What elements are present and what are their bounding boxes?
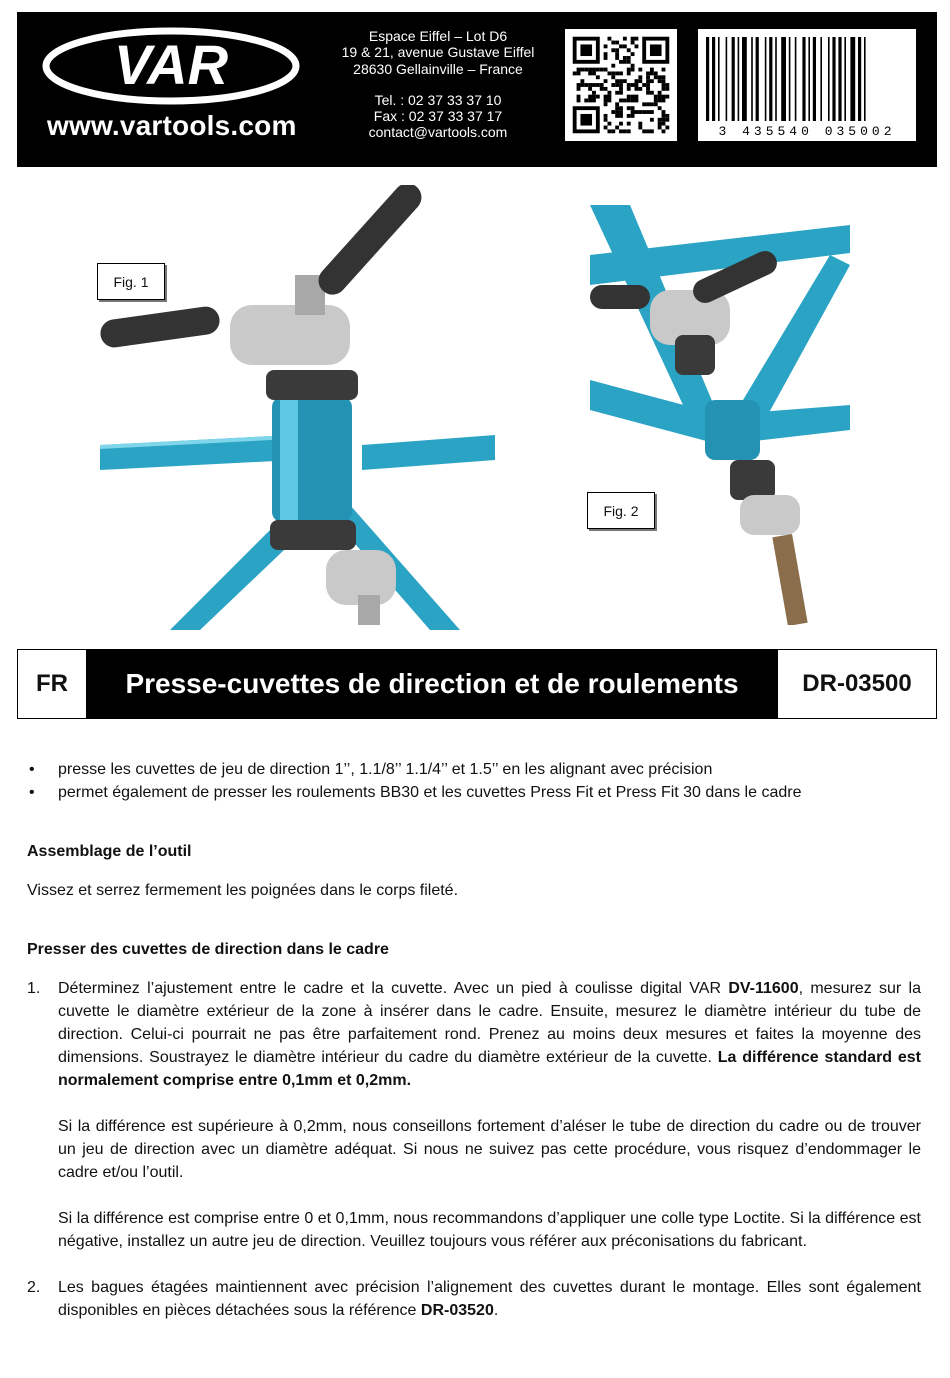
- title-bar: [17, 649, 937, 719]
- caliper-ref: DV-11600: [728, 980, 799, 997]
- website[interactable]: www.vartools.com: [47, 110, 297, 141]
- fax: Fax : 02 37 33 37 17: [373, 108, 503, 125]
- fig1-label: Fig. 1: [97, 263, 165, 300]
- press-heading: Presser des cuvettes de direction dans le cadre: [27, 941, 389, 958]
- assembly-heading: Assemblage de l’outil: [27, 843, 192, 860]
- document-body: [27, 758, 921, 1322]
- feature-item-1: • presse les cuvettes de jeu de direction 1’’, 1.1/8’’ 1.1/4’’ et 1.5’’ en les alignant avec précision: [27, 758, 921, 781]
- fig2-label: Fig. 2: [587, 492, 655, 529]
- step-2-number: 2.: [27, 1279, 41, 1296]
- phone: Tel. : 02 37 33 37 10: [374, 91, 502, 108]
- step-1-para-3: Si la différence est comprise entre 0 et 0,1mm, nous recommandons d’appliquer une colle type Loctite. Si la différence est négative, installez un autre jeu de direction. Veuillez toujours vous référer aux préconisations du fabricant.: [58, 1210, 921, 1250]
- steps-list: [27, 977, 921, 1322]
- step-2: 2. Les bagues étagées maintiennent avec précision l’alignement des cuvettes durant le montage. Elles sont également disponibles en pièces détachées sous la référence DR-03520.: [27, 1276, 921, 1322]
- email[interactable]: contact@vartools.com: [368, 124, 508, 141]
- address-line-1: Espace Eiffel – Lot D6: [368, 28, 508, 44]
- qr-code: [565, 29, 677, 141]
- company-address: [335, 28, 541, 141]
- document-title: Presse-cuvettes de direction et de roulements: [86, 650, 778, 718]
- fig2-illustration: [590, 205, 850, 625]
- language-code: FR: [18, 650, 86, 718]
- feature-list: [27, 758, 921, 804]
- address-line-2: 19 & 21, avenue Gustave Eiffel: [341, 44, 535, 61]
- stepped-rings-ref: DR-03520: [420, 1302, 494, 1319]
- fig1-illustration: [100, 185, 495, 630]
- barcode: [698, 29, 916, 141]
- step-1: 1. Déterminez l’ajustement entre le cadre et la cuvette. Avec un pied à coulisse digital VAR DV-11600, mesurez sur la cuvette le diamètre extérieur de la zone à insérer dans le cadre. Ensuite, mesurez le diamètre intérieur du tube de direction. Celui-ci pourrait ne pas être parfaitement rond. Prenez au moins deux mesures et faites la moyenne des dimensions. Soustrayez le diamètre intérieur du cadre du diamètre extérieur de la cuvette. La différence standard est normalement comprise entre 0,1mm et 0,2mm. Si la différence est supérieure à 0,2mm, nous conseillons fortement d’aléser le tube de direction du cadre ou de trouver un jeu de direction avec un diamètre adéquat. Si nous ne suivez pas cette procédure, vous risquez d’endommager le cadre et/ou l’outil. Si la différence est comprise entre 0 et 0,1mm, nous recommandons d’appliquer une colle type Loctite. Si la différence est négative, installez un autre jeu de direction. Veuillez toujours vous référer aux préconisations du fabricant.: [27, 977, 921, 1253]
- var-logo: [41, 26, 301, 106]
- step-1-number: 1.: [27, 980, 41, 997]
- product-reference: DR-03500: [778, 650, 936, 718]
- address-line-3: 28630 Gellainville – France: [353, 60, 523, 77]
- header-band: [17, 12, 937, 167]
- barcode-digits: 3 435540 035002: [718, 124, 896, 139]
- assembly-text: Vissez et serrez fermement les poignées dans le corps fileté.: [27, 882, 459, 899]
- feature-item-2: • permet également de presser les roulements BB30 et les cuvettes Press Fit et Press Fit 30 dans le cadre: [27, 781, 921, 804]
- logo-text: VAR: [113, 33, 229, 96]
- standard-difference: La différence standard est normalement comprise entre 0,1mm et 0,2mm.: [58, 1049, 922, 1089]
- step-1-para-2: Si la différence est supérieure à 0,2mm, nous conseillons fortement d’aléser le tube de direction du cadre ou de trouver un jeu de direction avec un diamètre adéquat. Si nous ne suivez pas cette procédure, vous risquez d’endommager le cadre et/ou l’outil.: [58, 1118, 921, 1181]
